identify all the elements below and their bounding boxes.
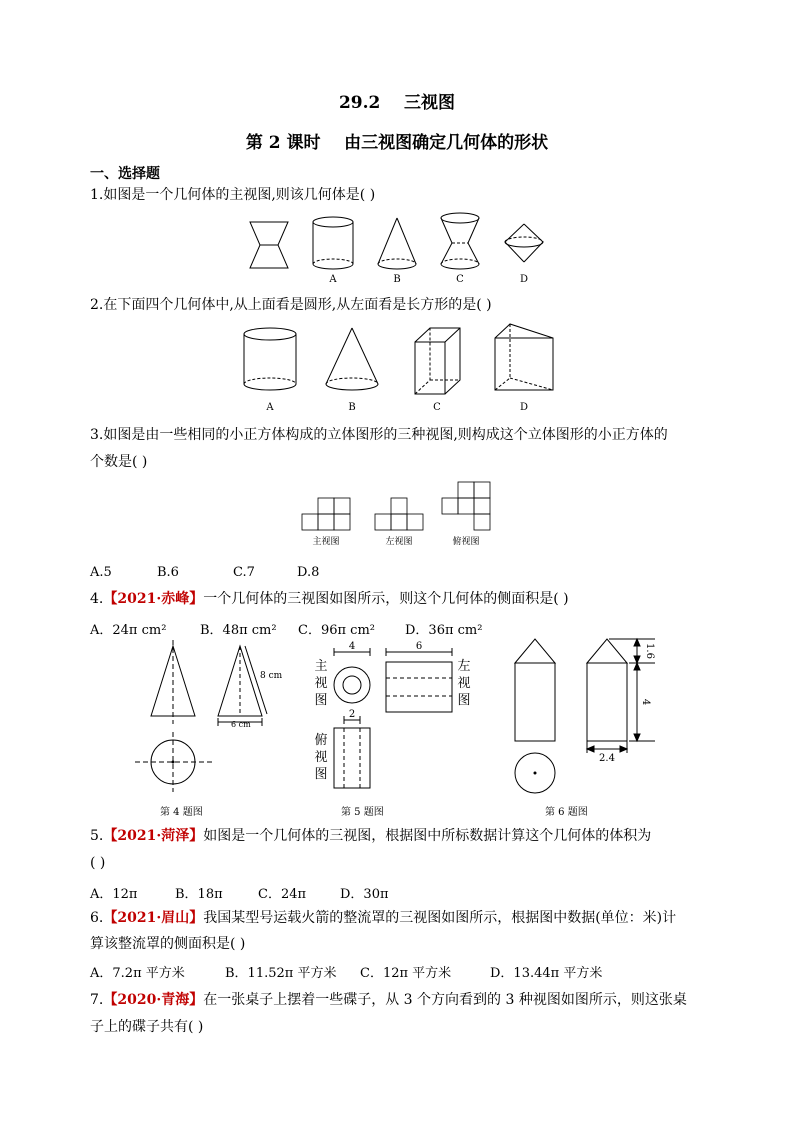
q1-label-b: B [393, 274, 401, 285]
fig5-top-char-3: 图 [314, 767, 328, 782]
q2-label-c: C [433, 402, 441, 413]
q5-option-b: B．18π [175, 887, 223, 902]
question-5-line-1 [90, 826, 651, 846]
figure-6-caption: 第 6 题图 [545, 807, 588, 818]
q3-option-c: C.7 [233, 565, 255, 580]
q1-label-a: A [329, 274, 337, 285]
q3-option-b: B.6 [157, 565, 179, 580]
q5-source-tag: 【2021·菏泽】 [103, 828, 204, 844]
fig6-width-dim: 2.4 [599, 753, 615, 764]
q3-top-view-label: 俯视图 [452, 537, 480, 547]
lesson-title: 29.2 三视图 [338, 93, 456, 113]
q6-source-tag: 【2021·眉山】 [103, 910, 204, 926]
question-4-text [90, 589, 569, 609]
fig5-left-char-3: 图 [457, 693, 471, 708]
fig5-top-char-1: 俯 [314, 733, 328, 748]
figure-4-caption: 第 4 题图 [160, 807, 203, 818]
section-title: 一、选择题 [90, 166, 160, 182]
q6-option-b: B．11.52π 平方米 [225, 966, 337, 981]
figure-6 [505, 635, 665, 795]
question-6-line-1 [90, 908, 676, 928]
question-1-figures [240, 210, 580, 290]
question-2-figures [240, 322, 560, 417]
q4-stem: 一个几何体的三视图如图所示，则这个几何体的侧面积是( ) [203, 591, 569, 607]
fig5-side-dim: 6 [415, 641, 423, 652]
question-2-text: 2.在下面四个几何体中,从上面看是圆形,从左面看是长方形的是( ) [90, 297, 492, 313]
q4-option-d: D．36π cm² [405, 623, 483, 638]
q3-option-a: A.5 [90, 565, 112, 580]
q7-stem: 在一张桌子上摆着一些碟子，从 3 个方向看到的 3 种视图如图所示，则这张桌 [203, 992, 687, 1008]
question-3-line-1: 3.如图是由一些相同的小正方体构成的立体图形的三种视图,则构成这个立体图形的小正方体的 [90, 427, 668, 443]
question-3-figures [300, 482, 500, 552]
q4-option-b: B．48π cm² [200, 623, 277, 638]
fig4-base-label: 6 cm [231, 720, 251, 729]
q5-stem: 如图是一个几何体的三视图，根据图中所标数据计算这个几何体的体积为 [203, 828, 652, 844]
lesson-subtitle: 第 2 课时 由三视图确定几何体的形状 [245, 133, 549, 153]
fig5-front-dim: 4 [348, 641, 356, 652]
question-5-line-2: ( ) [90, 855, 106, 871]
fig4-slant-label: 8 cm [260, 671, 283, 681]
q7-source-tag: 【2020·青海】 [103, 992, 204, 1008]
question-1-text: 1.如图是一个几何体的主视图,则该几何体是( ) [90, 187, 376, 203]
q5-number: 5. [90, 828, 104, 844]
q4-number: 4. [90, 591, 104, 607]
question-3-line-2: 个数是( ) [90, 454, 148, 470]
fig5-top-char-2: 视 [314, 750, 328, 765]
fig5-left-char-2: 视 [457, 676, 471, 691]
fig5-left-char-1: 左 [457, 659, 471, 674]
q3-left-view-label: 左视图 [385, 537, 413, 547]
question-7-line-1 [90, 990, 687, 1010]
q5-option-c: C．24π [258, 887, 307, 902]
q5-option-d: D．30π [340, 887, 389, 902]
fig5-front-char-3: 图 [314, 693, 328, 708]
figure-4 [135, 640, 295, 800]
q6-option-d: D．13.44π 平方米 [490, 966, 603, 981]
fig5-top-dim: 2 [348, 709, 356, 720]
fig6-height-dim: 4 [640, 698, 651, 706]
q4-source-tag: 【2021·赤峰】 [103, 591, 204, 607]
figure-5-caption: 第 5 题图 [341, 807, 384, 818]
q4-option-a: A．24π cm² [90, 623, 167, 638]
q6-number: 6. [90, 910, 104, 926]
fig5-front-char-2: 视 [314, 676, 328, 691]
q7-number: 7. [90, 992, 104, 1008]
fig5-front-char-1: 主 [314, 659, 328, 674]
q6-option-a: A．7.2π 平方米 [90, 966, 185, 981]
question-6-line-2: 算该整流罩的侧面积是( ) [90, 936, 246, 952]
q6-option-c: C．12π 平方米 [360, 966, 452, 981]
q2-label-b: B [348, 402, 356, 413]
figure-5 [310, 640, 480, 800]
q1-label-d: D [519, 274, 529, 285]
q4-option-c: C．96π cm² [298, 623, 375, 638]
q3-front-view-label: 主视图 [312, 537, 340, 547]
q2-label-a: A [266, 402, 274, 413]
q5-option-a: A．12π [90, 887, 138, 902]
q3-option-d: D.8 [297, 565, 320, 580]
q1-label-c: C [456, 274, 464, 285]
question-7-line-2: 子上的碟子共有( ) [90, 1019, 204, 1035]
fig6-top-dim: 1.6 [644, 643, 655, 659]
q6-stem: 我国某型号运载火箭的整流罩的三视图如图所示，根据图中数据(单位：米)计 [203, 910, 677, 926]
q2-label-d: D [519, 402, 529, 413]
